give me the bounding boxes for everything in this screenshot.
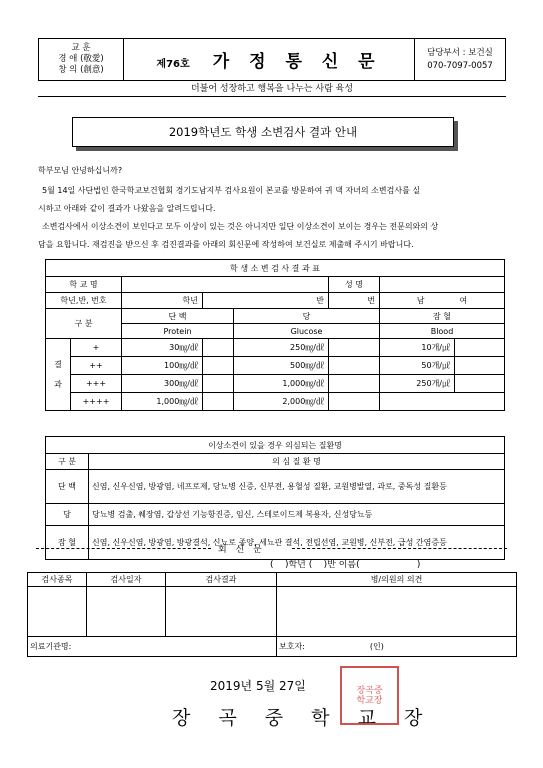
- divider-left: [36, 548, 211, 549]
- disease-row-text: 신염, 신우신염, 방광염, 네프로제, 당뇨병 신증, 신부전, 용혈성 질환, 교원병발열, 과로, 중독성 질환등: [89, 470, 505, 504]
- blood-value: 10개/㎕: [380, 339, 455, 357]
- reply-title: 회 신 문: [218, 545, 265, 555]
- blood-empty-cell: [380, 393, 505, 411]
- blood-check: [455, 339, 505, 357]
- female-option: 여: [459, 296, 468, 305]
- protein-check: [203, 339, 234, 357]
- reply-header-result: 검사결과: [166, 573, 277, 587]
- grade-field: 학년: [122, 293, 203, 309]
- divider-right: [292, 548, 507, 549]
- blood-value: 50개/㎕: [380, 357, 455, 375]
- disease-row-label: 단 백: [46, 470, 89, 504]
- motto-title: 교 훈: [71, 43, 91, 53]
- newsletter-title-cell: [124, 39, 415, 81]
- male-option: 남: [416, 296, 425, 305]
- disease-division-label: 구 분: [46, 454, 89, 470]
- table-row: ++++: [71, 393, 122, 411]
- blood-check: [455, 375, 505, 393]
- blood-check: [455, 357, 505, 375]
- disease-table-title: 이상소견이 있을 경우 의심되는 질환명: [46, 437, 505, 454]
- gender-field: [380, 293, 505, 309]
- paragraph-1b: 시하고 아래와 같이 결과가 나왔음을 알려드립니다.: [38, 204, 216, 213]
- number-field: 번: [329, 293, 380, 309]
- name-value: [380, 277, 505, 293]
- protein-header-en: Protein: [122, 324, 234, 339]
- protein-check: [203, 375, 234, 393]
- motto-line-2: 창 의 (創意): [58, 65, 104, 75]
- official-seal: 장곡중학교장: [340, 666, 399, 725]
- glucose-check: [329, 375, 380, 393]
- class-label: 학년,반, 번호: [46, 293, 122, 309]
- disease-header: 의 심 질 환 명: [89, 454, 505, 470]
- glucose-value: 2,000㎎/㎗: [234, 393, 329, 411]
- protein-check: [203, 393, 234, 411]
- glucose-header: 당: [234, 309, 380, 324]
- reply-header-opinion: 병/의원의 의견: [277, 573, 517, 587]
- reply-result-cell: [166, 587, 277, 637]
- paragraph-2a: 소변검사에서 이상소견이 보인다고 모두 이상이 있는 것은 아니지만 일단 이상소견이 보이는 경우는 전문의와의 상: [42, 222, 439, 231]
- header-table: [38, 38, 506, 81]
- table-row: ++: [71, 357, 122, 375]
- reply-header-date: 검사일자: [87, 573, 166, 587]
- phone-number: 070-7097-0057: [427, 60, 493, 71]
- school-motto: [39, 39, 124, 81]
- protein-value: 30㎎/㎗: [122, 339, 203, 357]
- institution-field: 의료기관명:: [28, 637, 277, 657]
- guardian-field: [277, 637, 517, 657]
- table-row: +: [71, 339, 122, 357]
- slogan: 더불어 성장하고 행복을 나누는 사람 육성: [38, 82, 506, 97]
- blood-header: 잠 혈: [380, 309, 505, 324]
- disease-row-text: 당뇨병 검출, 췌장염, 갑상선 기능항진증, 임신, 스테로이드제 복용자, 신성당뇨등: [89, 504, 505, 526]
- issue-date: 2019년 5월 27일: [210, 679, 306, 693]
- issue-number: 제76호: [156, 59, 190, 70]
- name-label: 성 명: [329, 277, 380, 293]
- reply-item-cell: [28, 587, 87, 637]
- glucose-check: [329, 339, 380, 357]
- protein-check: [203, 357, 234, 375]
- disease-row-label: 잠 혈: [46, 526, 89, 560]
- glucose-header-en: Glucose: [234, 324, 380, 339]
- reply-header-item: 검사종목: [28, 573, 87, 587]
- department: 담당부서 : 보건실: [427, 47, 493, 58]
- division-label: 구 분: [46, 309, 122, 339]
- protein-value: 300㎎/㎗: [122, 375, 203, 393]
- paragraph-1a: 5월 14일 사단법인 한국학교보건협회 경기도남지부 검사요원이 본교를 방문하여 귀 댁 자녀의 소변검사를 실: [42, 186, 421, 195]
- glucose-check: [329, 357, 380, 375]
- disease-table: [45, 436, 505, 560]
- glucose-value: 1,000㎎/㎗: [234, 375, 329, 393]
- blood-header-en: Blood: [380, 324, 505, 339]
- department-info: [415, 39, 506, 81]
- ban-field: 반: [203, 293, 329, 309]
- student-info-line: ( )학년 ( )반 이름( ): [270, 560, 421, 570]
- motto-line-1: 경 애 (敬愛): [58, 54, 104, 64]
- greeting: 학부모님 안녕하십니까?: [38, 166, 123, 175]
- protein-value: 1,000㎎/㎗: [122, 393, 203, 411]
- reply-opinion-cell: [277, 587, 517, 637]
- newsletter-title: 가 정 통 신 문: [212, 52, 382, 72]
- school-name-value: [122, 277, 329, 293]
- protein-header: 단 백: [122, 309, 234, 324]
- urine-result-table: [45, 259, 505, 411]
- result-table-title: 학 생 소 변 검 사 결 과 표: [46, 260, 505, 277]
- disease-row-text: 신염, 신우신염, 방광염, 방광결석, 신뇨로 종양, 세뇨관 결석, 전립선염, 교원병, 신부전, 급성 간염증등: [89, 526, 505, 560]
- glucose-value: 500㎎/㎗: [234, 357, 329, 375]
- school-name-label: 학 교 명: [46, 277, 122, 293]
- guardian-label: 보호자:: [279, 642, 305, 651]
- blood-value: 250개/㎕: [380, 375, 455, 393]
- paragraph-2b: 담을 요합니다. 재검진을 받으신 후 검진결과를 아래의 회신문에 작성하여 보건실로 제출해 주시기 바랍니다.: [38, 240, 414, 249]
- protein-value: 100㎎/㎗: [122, 357, 203, 375]
- seal-mark: (인): [369, 642, 384, 651]
- notice-title: 2019학년도 학생 소변검사 결과 안내: [72, 117, 454, 147]
- disease-row-label: 당: [46, 504, 89, 526]
- result-label: 결 과: [46, 339, 71, 411]
- glucose-value: 250㎎/㎗: [234, 339, 329, 357]
- principal-name: 장 곡 중 학 교 장: [172, 707, 434, 729]
- table-row: +++: [71, 375, 122, 393]
- reply-date-cell: [87, 587, 166, 637]
- reply-table: [27, 572, 517, 657]
- glucose-check: [329, 393, 380, 411]
